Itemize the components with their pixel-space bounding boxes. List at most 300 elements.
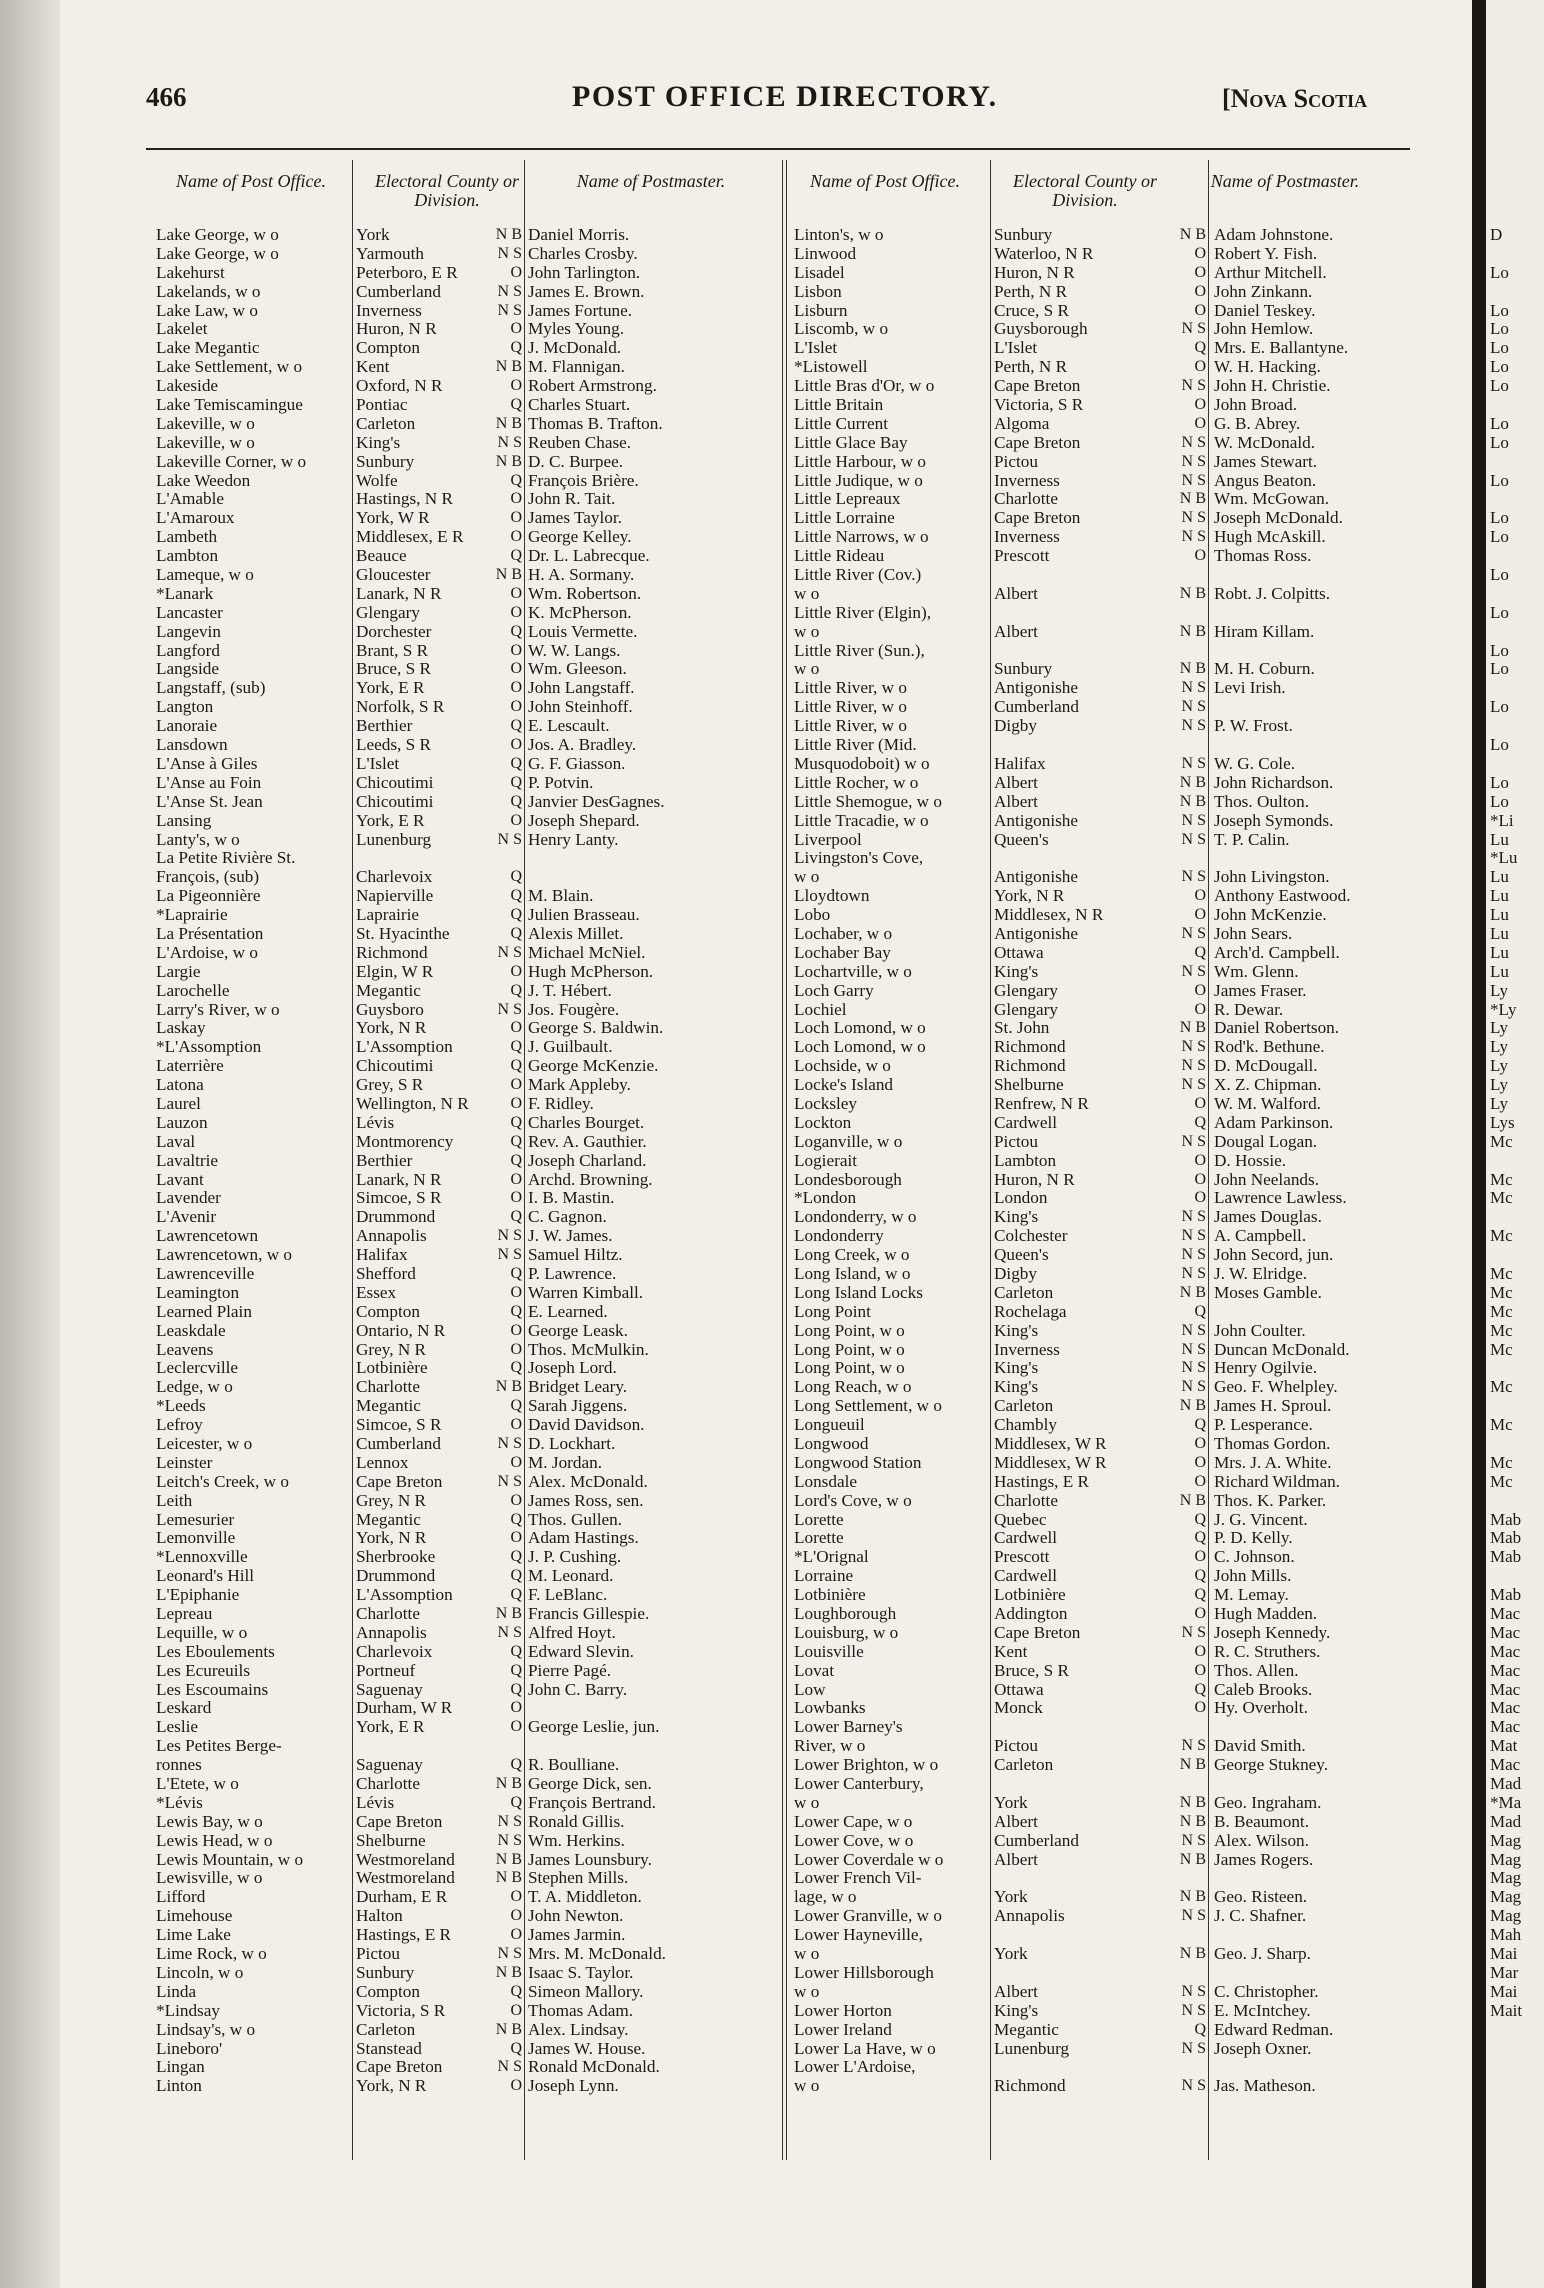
post-office-name: Little River (Elgin), <box>794 603 931 622</box>
post-office-name: Low <box>794 1680 826 1699</box>
postmaster-name: James Rogers. <box>1214 1850 1314 1869</box>
post-office-name: Little Lepreaux <box>794 490 901 509</box>
post-office-name: L'Anse au Foin <box>156 773 262 792</box>
electoral-division: Sunbury <box>356 452 415 471</box>
province-code: N S <box>497 1000 522 1018</box>
post-office-name: w o <box>794 868 820 887</box>
province-code <box>1172 566 1206 585</box>
postmaster-name: Lawrence Lawless. <box>1214 1189 1347 1208</box>
post-office-name: Louisburg, w o <box>794 1623 899 1642</box>
province-code: Q <box>510 1397 522 1415</box>
postmaster-name: James Fortune. <box>528 301 633 320</box>
province-code: Q <box>510 2039 522 2057</box>
province-code: Q <box>510 754 522 772</box>
postmaster-name: W. McDonald. <box>1214 433 1316 452</box>
postmaster-name: Joseph Lord. <box>528 1359 617 1378</box>
post-office-name: *L'Assomption <box>156 1038 262 1057</box>
province-code: Q <box>510 1756 522 1774</box>
post-office-name: Les Escoumains <box>156 1680 269 1699</box>
post-office-name: Leitch's Creek, w o <box>156 1472 289 1491</box>
post-office-name: Lower Cape, w o <box>794 1812 913 1831</box>
electoral-division: Annapolis <box>356 1227 427 1246</box>
province-code: N B <box>1179 792 1206 810</box>
electoral-division: Antigonishe <box>994 924 1079 943</box>
postmaster-name <box>1214 698 1434 717</box>
postmaster-name: Geo. F. Whelpley. <box>1214 1378 1338 1397</box>
postmaster-name: Dr. L. Labrecque. <box>528 547 650 566</box>
province-code: N S <box>1181 962 1206 980</box>
electoral-division: Shefford <box>356 1264 416 1283</box>
postmaster-name: Geo. Ingraham. <box>1214 1793 1322 1812</box>
electoral-division: Queen's <box>994 830 1049 849</box>
post-office-name: Lloydtown <box>794 887 870 906</box>
province-code: N S <box>1181 1737 1206 1755</box>
electoral-division: Cardwell <box>994 1113 1058 1132</box>
postmaster-name: Jos. Fougère. <box>528 1000 620 1019</box>
edge-fragment: Mac <box>1490 1622 1521 1642</box>
edge-fragment: Mar <box>1490 1962 1519 1982</box>
province-code: N B <box>1179 622 1206 640</box>
electoral-division: York <box>994 1793 1028 1812</box>
electoral-division: Inverness <box>994 528 1060 547</box>
province-code: Q <box>1194 1567 1206 1585</box>
electoral-division: Ontario, N R <box>356 1321 446 1340</box>
province-code: O <box>510 2001 522 2019</box>
postmaster-name: Pierre Pagé. <box>528 1661 612 1680</box>
postmaster-name: Joseph Oxner. <box>1214 2039 1312 2058</box>
postmaster-name: George Stukney. <box>1214 1756 1329 1775</box>
post-office-name: Musquodoboit) w o <box>794 754 930 773</box>
post-office-name: Long Creek, w o <box>794 1246 910 1265</box>
postmaster-name: Richard Wildman. <box>1214 1472 1340 1491</box>
electoral-division: Durham, W R <box>356 1699 453 1718</box>
postmaster-name: Daniel Morris. <box>528 226 630 244</box>
left-postmaster-column <box>528 226 766 2096</box>
electoral-division: Glengary <box>994 1000 1058 1019</box>
electoral-division: Middlesex, E R <box>356 528 464 547</box>
postmaster-name: Daniel Robertson. <box>1214 1019 1340 1038</box>
edge-fragment: Lys <box>1490 1112 1515 1132</box>
electoral-division: Antigonishe <box>994 868 1079 887</box>
province-code: N S <box>1181 1208 1206 1226</box>
edge-fragment: Mac <box>1490 1755 1521 1775</box>
electoral-division: Lévis <box>356 1113 395 1132</box>
electoral-division: Grey, N R <box>356 1340 427 1359</box>
province-code: N S <box>497 1246 522 1264</box>
province-code: Q <box>510 1359 522 1377</box>
postmaster-name: Joseph McDonald. <box>1214 509 1343 528</box>
post-office-name: Lower Cove, w o <box>794 1831 914 1850</box>
post-office-name: L'Ardoise, w o <box>156 943 258 962</box>
edge-fragment: Lo <box>1490 602 1509 622</box>
province-code: N S <box>1181 1246 1206 1264</box>
postmaster-name: John Broad. <box>1214 396 1298 415</box>
post-office-name: Lakeville Corner, w o <box>156 452 307 471</box>
postmaster-name: G. B. Abrey. <box>1214 414 1301 433</box>
province-code: N B <box>1179 1793 1206 1811</box>
electoral-division: Carleton <box>994 1283 1054 1302</box>
province-code: O <box>510 2077 522 2095</box>
edge-fragment: Mc <box>1490 1263 1513 1283</box>
postmaster-name <box>1214 849 1434 868</box>
electoral-division: York, E R <box>356 679 425 698</box>
province-code: Q <box>510 1264 522 1282</box>
postmaster-name: James Jarmin. <box>528 1926 626 1945</box>
post-office-name: Louisville <box>794 1642 864 1661</box>
electoral-division: Halifax <box>356 1246 408 1265</box>
province-code: N S <box>1181 1038 1206 1056</box>
postmaster-name: Samuel Hiltz. <box>528 1246 623 1265</box>
province-code: N S <box>1181 1076 1206 1094</box>
post-office-name: Lambton <box>156 547 219 566</box>
province-code: Q <box>510 1132 522 1150</box>
postmaster-name: George Kelley. <box>528 528 632 547</box>
edge-fragment: *Lu <box>1490 848 1518 868</box>
province-code: N S <box>497 1831 522 1849</box>
province-code <box>492 1737 522 1756</box>
postmaster-name: Thos. Oulton. <box>1214 792 1310 811</box>
province-code: O <box>1194 1094 1206 1112</box>
electoral-division: Megantic <box>994 2020 1059 2039</box>
post-office-name: Leslie <box>156 1718 198 1737</box>
province-code: N S <box>1181 1907 1206 1925</box>
edge-fragment: Mait <box>1490 2000 1523 2020</box>
electoral-division: Antigonishe <box>994 679 1079 698</box>
province-code: Q <box>1194 943 1206 961</box>
postmaster-heading: Name of Postmaster. <box>576 171 726 191</box>
post-office-name: Linwood <box>794 244 857 263</box>
post-office-name: w o <box>794 584 820 603</box>
electoral-division: Albert <box>994 622 1038 641</box>
edge-fragment: Mc <box>1490 1188 1513 1208</box>
postmaster-name: Ronald McDonald. <box>528 2058 660 2077</box>
electoral-division: York, N R <box>356 1529 427 1548</box>
electoral-division: York <box>994 1945 1028 1964</box>
province-code: N B <box>495 1775 522 1793</box>
postmaster-name: Rev. A. Gauthier. <box>528 1132 647 1151</box>
province-code: O <box>1194 547 1206 565</box>
edge-fragment: Ly <box>1490 1018 1508 1038</box>
post-office-name: Longueuil <box>794 1416 865 1435</box>
postmaster-name <box>1214 736 1434 755</box>
post-office-name: Long Point <box>794 1302 871 1321</box>
province-code: N B <box>495 1850 522 1868</box>
postmaster-name <box>1214 1869 1434 1888</box>
electoral-division: Compton <box>356 1302 420 1321</box>
post-office-name: Lincoln, w o <box>156 1963 244 1982</box>
province-code: Q <box>1194 1416 1206 1434</box>
post-office-name: Leclercville <box>156 1359 239 1378</box>
province-code: O <box>510 641 522 659</box>
province-code: N B <box>1179 1850 1206 1868</box>
edge-fragment: Mc <box>1490 1339 1513 1359</box>
electoral-division: Lunenburg <box>994 2039 1070 2058</box>
post-office-name: Longwood <box>794 1435 869 1453</box>
electoral-division: Waterloo, N R <box>994 244 1094 263</box>
province-code: Q <box>1194 1680 1206 1698</box>
electoral-division: Charlotte <box>356 1378 420 1397</box>
postmaster-name: Mark Appleby. <box>528 1076 631 1095</box>
province-code: O <box>510 490 522 508</box>
edge-fragment: Mac <box>1490 1698 1521 1718</box>
electoral-division: Kent <box>994 1642 1028 1661</box>
edge-fragment <box>1490 1208 1544 1227</box>
right-post-office-column <box>794 226 988 2096</box>
post-office-heading-2: Name of Post Office. <box>810 171 960 191</box>
page-title: POST OFFICE DIRECTORY. <box>572 80 998 113</box>
post-office-name: Liverpool <box>794 830 862 849</box>
electoral-division: York, W R <box>356 509 430 528</box>
postmaster-name: F. Ridley. <box>528 1094 594 1113</box>
postmaster-name: John Secord, jun. <box>1214 1246 1334 1265</box>
postmaster-name: George Leslie, jun. <box>528 1718 660 1737</box>
postmaster-name: R. Boulliane. <box>528 1756 620 1775</box>
electoral-division: Cruce, S R <box>994 301 1069 320</box>
post-office-name: Lakeville, w o <box>156 433 255 452</box>
post-office-name: François, (sub) <box>156 868 260 887</box>
postmaster-name <box>1214 1718 1434 1737</box>
province-code: N B <box>1179 490 1206 508</box>
province-code: N S <box>1181 1623 1206 1641</box>
postmaster-name: Rod'k. Bethune. <box>1214 1038 1325 1057</box>
edge-fragment <box>1490 1492 1544 1511</box>
province-code: O <box>510 1699 522 1717</box>
post-office-name: Leith <box>156 1491 193 1510</box>
province-code: N S <box>1181 1359 1206 1377</box>
province-code: Q <box>1194 2020 1206 2038</box>
electoral-division: Carleton <box>994 1397 1054 1416</box>
postmaster-name: Arthur Mitchell. <box>1214 263 1327 282</box>
postmaster-name: Alexis Millet. <box>528 924 624 943</box>
post-office-name: Little Harbour, w o <box>794 452 927 471</box>
post-office-name: Lowbanks <box>794 1699 866 1718</box>
electoral-division: Charlevoix <box>356 868 433 887</box>
electoral-division: Guysboro <box>356 1000 424 1019</box>
province-code: O <box>510 698 522 716</box>
postmaster-name: Moses Gamble. <box>1214 1283 1322 1302</box>
electoral-division: Charlotte <box>994 1491 1058 1510</box>
province-code: N S <box>1181 698 1206 716</box>
edge-fragment: Ly <box>1490 1093 1508 1113</box>
province-code: N S <box>1181 679 1206 697</box>
postmaster-name: James H. Sproul. <box>1214 1397 1332 1416</box>
post-office-name: Lambeth <box>156 528 218 547</box>
postmaster-name: J. W. James. <box>528 1227 613 1246</box>
province-code: O <box>510 1170 522 1188</box>
postmaster-name: Anthony Eastwood. <box>1214 887 1351 906</box>
province-code: O <box>1194 396 1206 414</box>
post-office-name: Lower Coverdale w o <box>794 1850 944 1869</box>
postmaster-name: W. M. Walford. <box>1214 1094 1321 1113</box>
electoral-division: York, N R <box>356 2077 427 2096</box>
postmaster-name: P. W. Frost. <box>1214 717 1293 736</box>
postmaster-name: Janvier DesGagnes. <box>528 792 665 811</box>
electoral-division: Cumberland <box>356 282 441 301</box>
province-code: Q <box>510 868 522 886</box>
postmaster-name: J. McDonald. <box>528 339 622 358</box>
electoral-division: Drummond <box>356 1567 436 1586</box>
electoral-division: Halton <box>356 1907 403 1926</box>
province-code: N B <box>495 566 522 584</box>
province-code: Q <box>510 906 522 924</box>
post-office-name: Lobo <box>794 906 831 925</box>
edge-fragment: Mac <box>1490 1717 1521 1737</box>
province-code: O <box>510 962 522 980</box>
province-code: O <box>1194 244 1206 262</box>
edge-fragment: Mag <box>1490 1868 1522 1888</box>
province-code <box>1172 2058 1206 2077</box>
post-office-name: *L'Orignal <box>794 1548 869 1567</box>
electoral-division: Saguenay <box>356 1680 423 1699</box>
post-office-name: River, w o <box>794 1737 866 1756</box>
electoral-division: Digby <box>994 717 1037 736</box>
province-code <box>1172 1718 1206 1737</box>
edge-fragment: D <box>1490 225 1503 244</box>
post-office-name: w o <box>794 622 820 641</box>
province-code: N S <box>497 1435 522 1452</box>
column-rule <box>1208 160 1209 2160</box>
postmaster-name: Levi Irish. <box>1214 679 1286 698</box>
post-office-name: Long Point, w o <box>794 1340 905 1359</box>
edge-fragment: Lo <box>1490 791 1509 811</box>
edge-fragment: Lo <box>1490 413 1509 433</box>
province-code: Q <box>510 1038 522 1056</box>
post-office-name: Laskay <box>156 1019 206 1038</box>
post-office-name: L'Anse St. Jean <box>156 792 263 811</box>
post-office-name: Loganville, w o <box>794 1132 903 1151</box>
electoral-division: Chicoutimi <box>356 773 434 792</box>
postmaster-name: W. W. Langs. <box>528 641 621 660</box>
electoral-division: Cumberland <box>994 1831 1079 1850</box>
postmaster-name: D. Hossie. <box>1214 1151 1287 1170</box>
post-office-name: Little Britain <box>794 396 884 415</box>
electoral-division: Glengary <box>356 603 420 622</box>
postmaster-name: Charles Bourget. <box>528 1113 645 1132</box>
province-code <box>1172 604 1206 623</box>
electoral-division: Sunbury <box>994 660 1053 679</box>
post-office-name: Long Settlement, w o <box>794 1397 942 1416</box>
post-office-name: Lansing <box>156 811 212 830</box>
post-office-name: L'Anse à Giles <box>156 754 258 773</box>
electoral-division: Sunbury <box>994 226 1053 244</box>
post-office-name: Little River, w o <box>794 698 907 717</box>
electoral-division: Digby <box>994 1264 1037 1283</box>
electoral-division: King's <box>994 2001 1039 2020</box>
postmaster-name: Hugh McAskill. <box>1214 528 1326 547</box>
postmaster-name: Charles Crosby. <box>528 244 638 263</box>
edge-fragment <box>1490 396 1544 415</box>
electoral-division: Middlesex, W R <box>994 1435 1107 1453</box>
post-office-name: Lonsdale <box>794 1472 858 1491</box>
province-code: Q <box>510 471 522 489</box>
province-code: N S <box>1181 320 1206 338</box>
province-code: N S <box>1181 1264 1206 1282</box>
postmaster-name: F. LeBlanc. <box>528 1586 608 1605</box>
electoral-division: Ottawa <box>994 1680 1044 1699</box>
postmaster-name: Henry Ogilvie. <box>1214 1359 1318 1378</box>
postmaster-name: John Newton. <box>528 1907 624 1926</box>
postmaster-name: Jos. A. Bradley. <box>528 736 637 755</box>
electoral-division <box>994 1718 1172 1737</box>
edge-fragment: Lu <box>1490 867 1509 887</box>
postmaster-name: Duncan McDonald. <box>1214 1340 1350 1359</box>
province-code: N B <box>495 226 522 243</box>
edge-fragment <box>1490 1246 1544 1265</box>
post-office-name: Laval <box>156 1132 196 1151</box>
province-code: O <box>1194 1661 1206 1679</box>
electoral-division: Perth, N R <box>994 282 1068 301</box>
province-code: N S <box>1181 1378 1206 1396</box>
postmaster-name: E. Lescault. <box>528 717 610 736</box>
electoral-division: Durham, E R <box>356 1888 448 1907</box>
province-code <box>1172 1926 1206 1945</box>
post-office-name: Lakeville, w o <box>156 414 255 433</box>
post-office-name: Lake George, w o <box>156 244 279 263</box>
electoral-division: King's <box>994 1208 1039 1227</box>
province-code: N S <box>1181 2077 1206 2095</box>
province-code: O <box>1194 1548 1206 1566</box>
electoral-division: Charlotte <box>994 490 1058 509</box>
electoral-division: Simcoe, S R <box>356 1416 442 1435</box>
province-code: O <box>1194 301 1206 319</box>
province-code: O <box>510 1283 522 1301</box>
electoral-division: Portneuf <box>356 1661 416 1680</box>
province-code: N S <box>1181 471 1206 489</box>
post-office-name: Logierait <box>794 1151 857 1170</box>
province-code: Q <box>510 1057 522 1075</box>
province-code: Q <box>510 924 522 942</box>
post-office-name: La Pigeonnière <box>156 887 261 906</box>
postmaster-name: Alex. McDonald. <box>528 1472 648 1491</box>
electoral-division: Chambly <box>994 1416 1058 1435</box>
province-code: N B <box>1179 1888 1206 1906</box>
electoral-division: Albert <box>994 1982 1038 2001</box>
edge-fragment: Mab <box>1490 1547 1522 1567</box>
postmaster-name: Edward Slevin. <box>528 1642 634 1661</box>
province-code: O <box>1194 1453 1206 1471</box>
left-post-office-column <box>156 226 356 2096</box>
edge-fragment: Ly <box>1490 1037 1508 1057</box>
edge-fragment: Mag <box>1490 1849 1522 1869</box>
electoral-division <box>994 736 1172 755</box>
post-office-name: Lineboro' <box>156 2039 223 2058</box>
post-office-name: Lochside, w o <box>794 1057 891 1076</box>
edge-fragment: Mc <box>1490 1377 1513 1397</box>
post-office-name: Lorette <box>794 1529 844 1548</box>
postmaster-name: Thomas Gordon. <box>1214 1435 1331 1453</box>
post-office-name: Leaskdale <box>156 1321 226 1340</box>
postmaster-name: Myles Young. <box>528 320 624 339</box>
edge-fragment <box>1490 1152 1544 1171</box>
electoral-division: Grey, N R <box>356 1491 427 1510</box>
post-office-name: *Lévis <box>156 1793 203 1812</box>
province-code: N S <box>1181 1057 1206 1075</box>
electoral-division: Pontiac <box>356 396 408 415</box>
edge-fragment: *Li <box>1490 810 1514 830</box>
post-office-name: Lisburn <box>794 301 848 320</box>
post-office-name: Lawrencetown, w o <box>156 1246 293 1265</box>
province-code: N S <box>1181 1321 1206 1339</box>
postmaster-name: T. A. Middleton. <box>528 1888 642 1907</box>
edge-fragment <box>1490 1359 1544 1378</box>
province-code: N B <box>495 1378 522 1396</box>
province-code: O <box>1194 1605 1206 1623</box>
province-code: O <box>510 1019 522 1037</box>
postmaster-name: François Brière. <box>528 471 639 490</box>
post-office-name: Locksley <box>794 1094 858 1113</box>
postmaster-name: C. Gagnon. <box>528 1208 607 1227</box>
post-office-name: Londonderry <box>794 1227 884 1246</box>
